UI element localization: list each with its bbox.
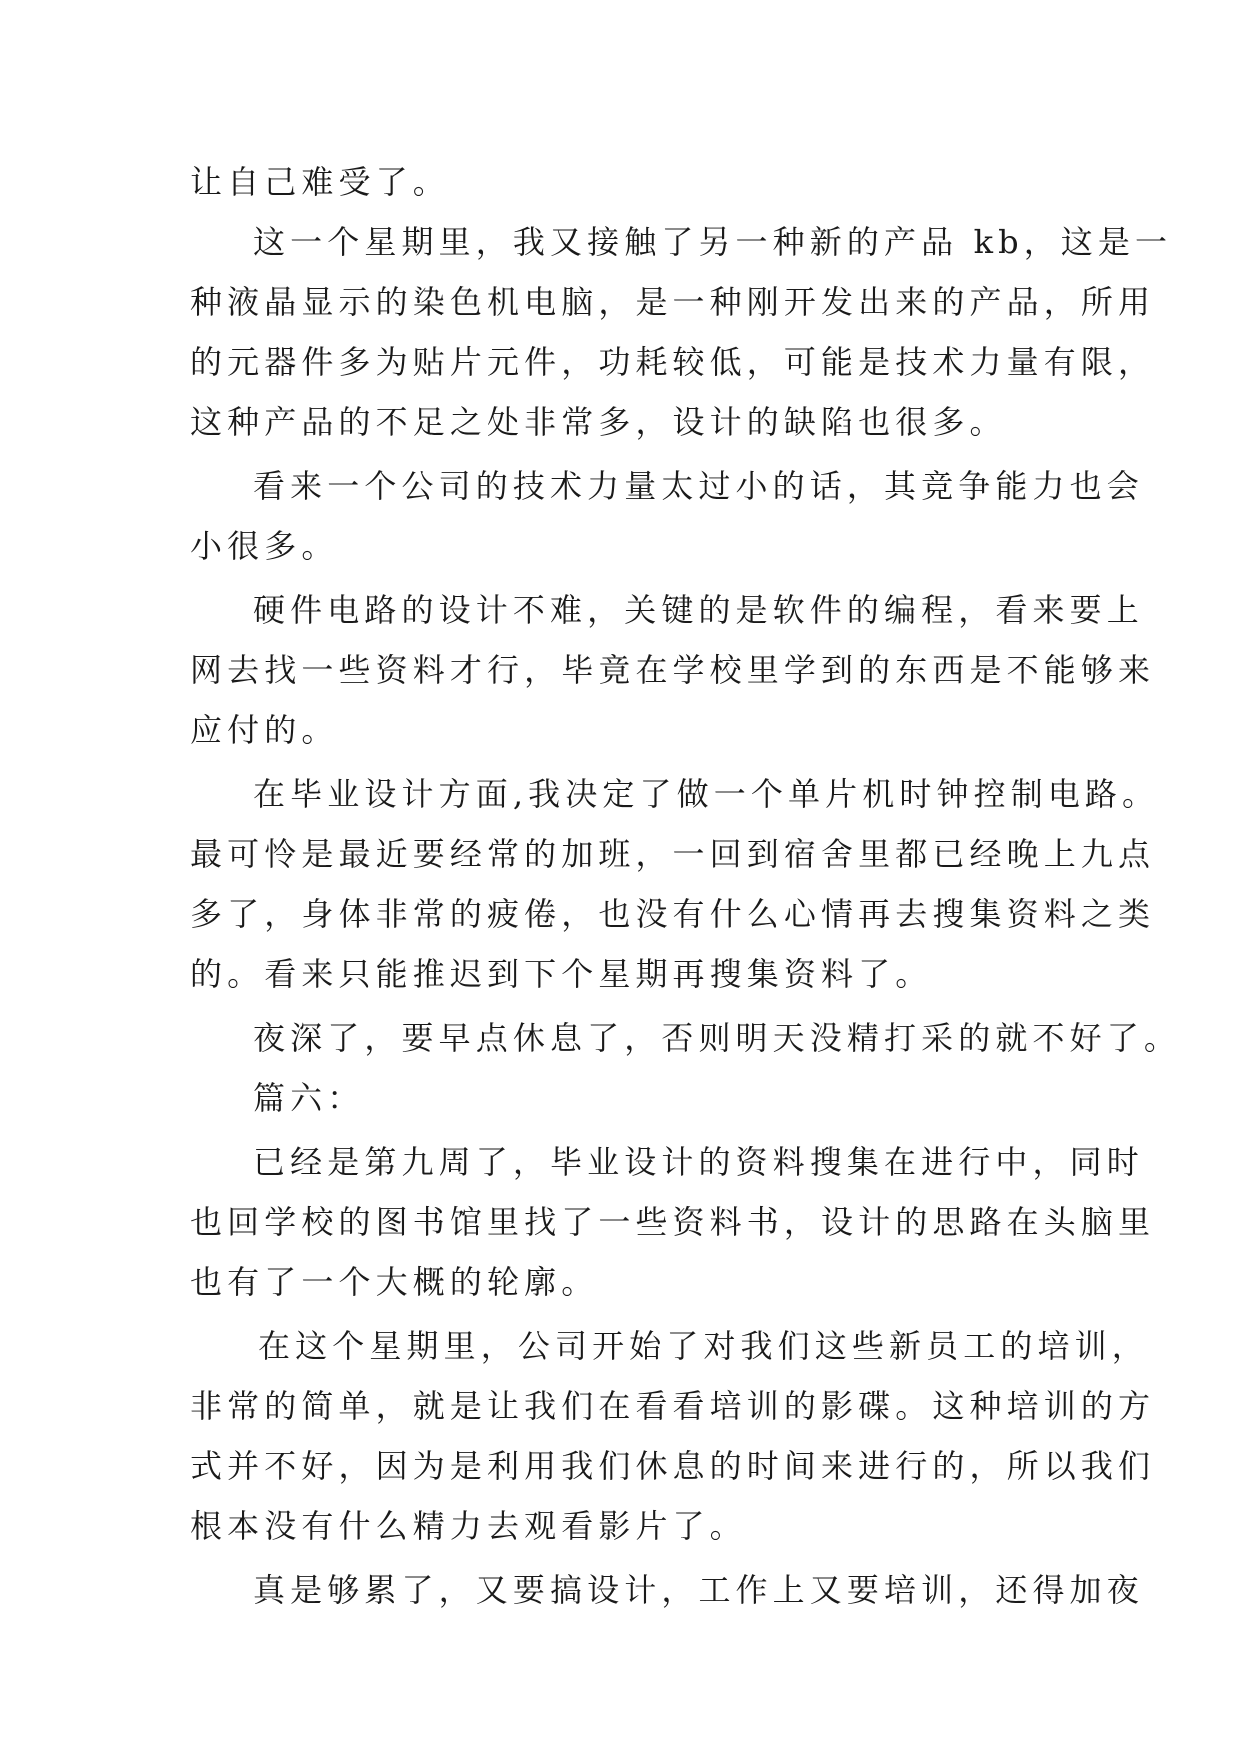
text-line: 多了，身体非常的疲倦，也没有什么心情再去搜集资料之类 (190, 895, 1156, 933)
text-line: 的。看来只能推迟到下个星期再搜集资料了。 (190, 955, 933, 993)
text-line: 这种产品的不足之处非常多，设计的缺陷也很多。 (190, 403, 1007, 441)
section-heading: 篇六： (253, 1079, 365, 1117)
text-line: 在这个星期里，公司开始了对我们这些新员工的培训， (258, 1327, 1149, 1365)
text-line: 硬件电路的设计不难，关键的是软件的编程，看来要上 (253, 591, 1144, 629)
text-line: 网去找一些资料才行，毕竟在学校里学到的东西是不能够来 (190, 651, 1156, 689)
text-line: 式并不好，因为是利用我们休息的时间来进行的，所以我们 (190, 1447, 1156, 1485)
text-line: 真是够累了，又要搞设计，工作上又要培训，还得加夜 (253, 1571, 1144, 1609)
text-line: 在毕业设计方面,我决定了做一个单片机时钟控制电路。 (253, 775, 1160, 813)
text-line: 种液晶显示的染色机电脑，是一种刚开发出来的产品，所用 (190, 283, 1156, 321)
text-line: 根本没有什么精力去观看影片了。 (190, 1507, 747, 1545)
text-line: 应付的。 (190, 711, 339, 749)
text-line: 也有了一个大概的轮廓。 (190, 1263, 599, 1301)
text-line: 的元器件多为贴片元件，功耗较低，可能是技术力量有限， (190, 343, 1156, 381)
text-line: 看来一个公司的技术力量太过小的话，其竞争能力也会 (253, 467, 1144, 505)
text-line: 最可怜是最近要经常的加班，一回到宿舍里都已经晚上九点 (190, 835, 1156, 873)
text-line: 小很多。 (190, 527, 339, 565)
text-line: 已经是第九周了，毕业设计的资料搜集在进行中，同时 (253, 1143, 1144, 1181)
text-line: 非常的简单，就是让我们在看看培训的影碟。这种培训的方 (190, 1387, 1156, 1425)
text-line: 夜深了，要早点休息了，否则明天没精打采的就不好了。 (253, 1019, 1182, 1057)
text-line: 让自己难受了。 (190, 163, 450, 201)
text-line: 这一个星期里，我又接触了另一种新的产品 kb，这是一 (253, 223, 1173, 261)
text-line: 也回学校的图书馆里找了一些资料书，设计的思路在头脑里 (190, 1203, 1156, 1241)
